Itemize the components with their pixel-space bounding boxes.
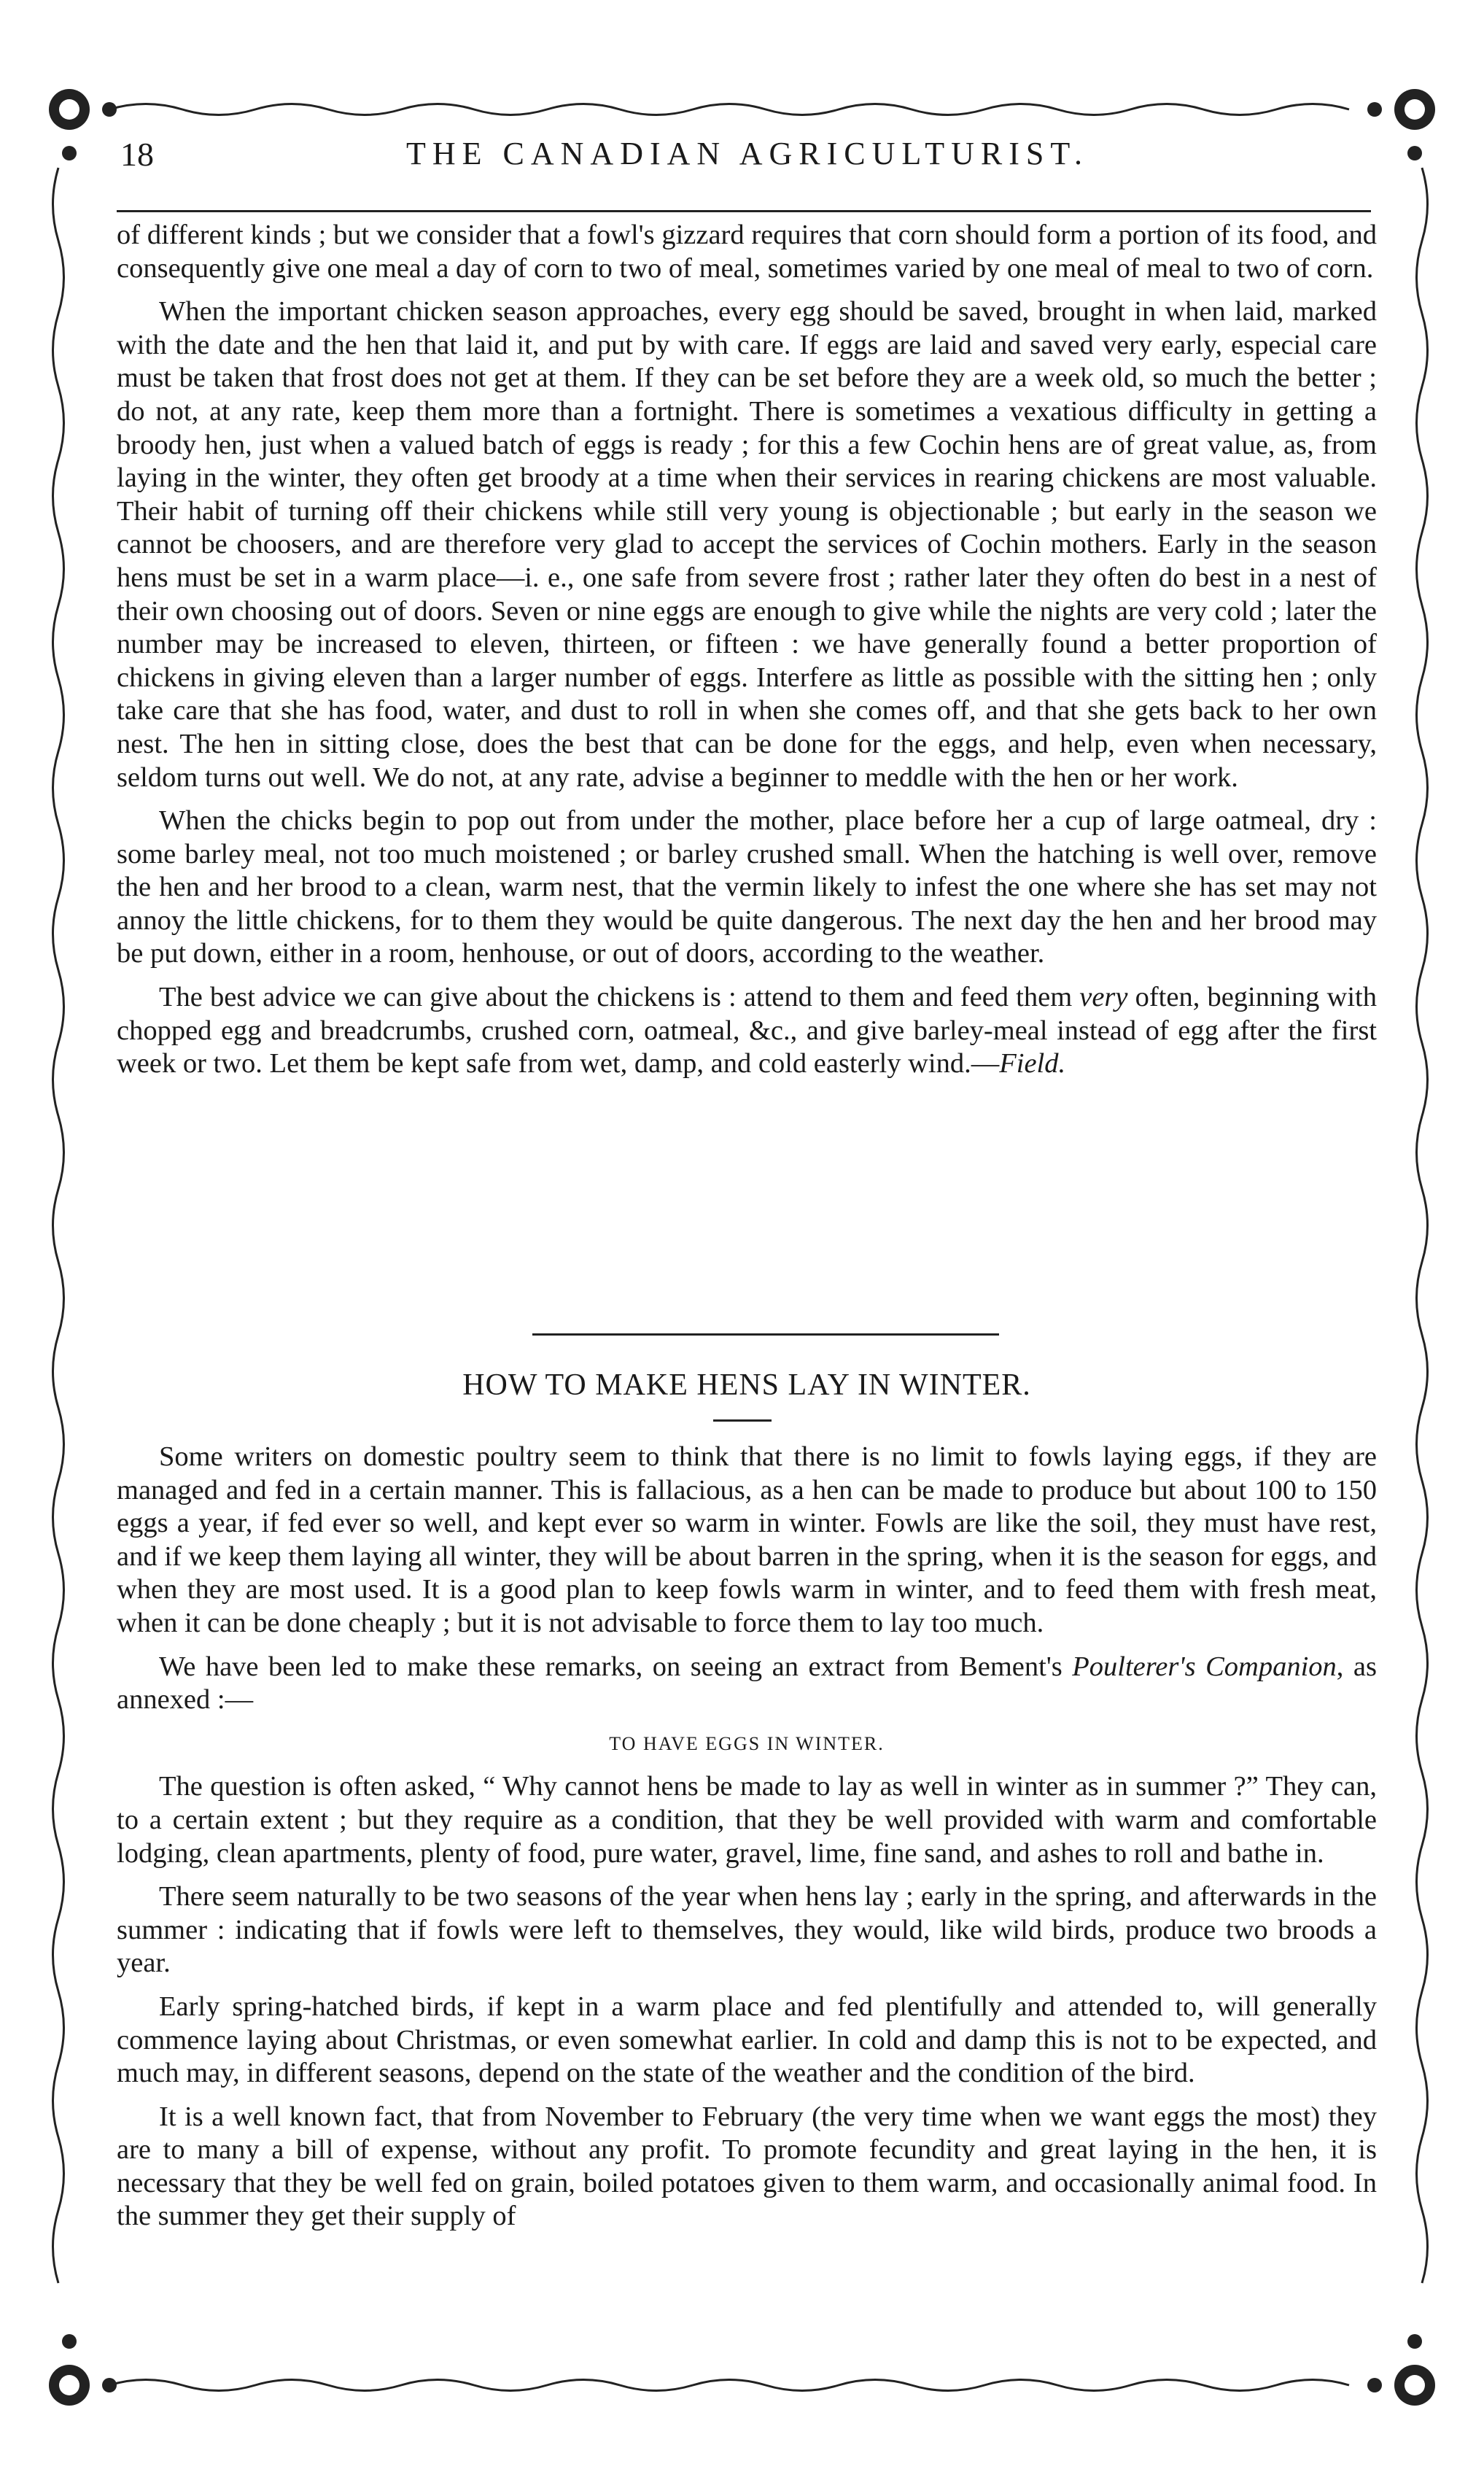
- journal-title: THE CANADIAN AGRICULTURIST.: [406, 136, 1089, 171]
- running-header: [120, 135, 1375, 186]
- title-rule: [713, 1419, 772, 1422]
- paragraph: [117, 1651, 1377, 1717]
- book-title: Poulterer's Companion: [1072, 1651, 1337, 1682]
- article-title: HOW TO MAKE HENS LAY IN WINTER.: [462, 1368, 1031, 1402]
- paragraph: Early spring-hatched birds, if kept in a warm place and fed plentifully and attended to, will generally commence laying about Christmas, or even somewhat earlier. In cold and damp this is not to be expected, and much may, in different seasons, depend on the state of the weather and the condition of the bird.: [117, 1991, 1377, 2089]
- paragraph: of different kinds ; but we consider that a fowl's gizzard requires that corn should form a portion of its food, and consequently give one meal a day of corn to two of meal, sometimes varied by one meal of meal to two of corn.: [117, 220, 1377, 284]
- paragraph: Some writers on domestic poultry seem to think that there is no limit to fowls laying eggs, if they are managed and fed in a certain manner. This is fallacious, as a hen can be made to produce but about 100 to 150 eggs a year, if fed ever so well, and kept ever so warm in winter. Fowls are like the soil, they must have rest, and if we keep them laying all winter, they will be about barren in the spring, when it is the season for eggs, and when they are most used. It is a good plan to keep fowls warm in winter, and to feed them with fresh meat, when it can be done cheaply ; but it is not advisable to force them to lay too much.: [117, 1441, 1377, 1638]
- text-span: , as annexed :—: [117, 1651, 1377, 1716]
- header-rule: [117, 210, 1371, 212]
- paragraph: [117, 981, 1377, 1081]
- paragraph: It is a well known fact, that from November to February (the very time when we want eggs the most) they are to many a bill of expense, without any profit. To promote fecundity and great laying in the hen, it is necessary that they be well fed on grain, boiled potatoes given to them warm, and occasionally animal food. In the summer they get their supply of: [117, 2101, 1377, 2232]
- article-hens-winter: [117, 1441, 1377, 2244]
- source-attribution: Field.: [999, 1048, 1066, 1080]
- paragraph: When the important chicken season approaches, every egg should be saved, brought in when laid, marked with the date and the hen that laid it, and put by with care. If eggs are laid and saved very early, especial care must be taken that frost does not get at them. If they can be set before they are a week old, so much the better ; do not, at any rate, keep them more than a fortnight. There is sometimes a vexatious difficulty in getting a broody hen, just when a valued batch of eggs is ready ; for this a few Cochin hens are of great value, as, from laying in the winter, they often get broody at a time when their services in rearing chickens are most valuable. Their habit of turning off their chickens while still very young is objectionable ; but early in the season we cannot be choosers, and are therefore very glad to accept the services of Cochin mothers. Early in the season hens must be set in a warm place—i. e., one safe from severe frost ; rather later they often do best in a nest of their own choosing out of doors. Seven or nine eggs are enough to give while the nights are very cold ; later the number may be increased to eleven, thirteen, or fifteen : we have generally found a better proportion of chickens in giving eleven than a larger number of eggs. Interfere as little as possible with the sitting hen ; only take care that she has food, water, and dust to roll in when she comes off, and that she gets back to her own nest. The hen in sitting close, does the best that can be done for the eggs, and help, even when necessary, seldom turns out well. We do not, at any rate, advise a beginner to meddle with the hen or her work.: [117, 296, 1377, 793]
- text-span: We have been led to make these remarks, on seeing an extract from Bement's: [159, 1651, 1073, 1682]
- article-continued: [117, 219, 1377, 1091]
- paragraph: The question is often asked, “ Why cannot hens be made to lay as well in winter as in summer ?” They can, to a certain extent ; but they require as a condition, that they be well provided with warm and comfortable lodging, clean apartments, plenty of food, pure water, gravel, lime, fine sand, and ashes to roll and bathe in.: [117, 1771, 1377, 1869]
- page-number: 18: [120, 136, 154, 173]
- paragraph: When the chicks begin to pop out from under the mother, place before her a cup of large oatmeal, dry : some barley meal, not too much moistened ; or barley crushed small. When the hatching is well over, remove the hen and her brood to a clean, warm nest, that the vermin likely to infest the one where she has set may not annoy the little chickens, for to them they would be quite dangerous. The next day the hen and her brood may be put down, either in a room, henhouse, or out of doors, according to the weather.: [117, 805, 1377, 969]
- paragraph: There seem naturally to be two seasons of the year when hens lay ; early in the spring, and afterwards in the summer : indicating that if fowls were left to themselves, they would, like wild birds, produce two broods a year.: [117, 1881, 1377, 1979]
- emphasis: very: [1079, 982, 1128, 1013]
- subheading: TO HAVE EGGS IN WINTER.: [609, 1732, 885, 1754]
- text-span: The best advice we can give about the chickens is : attend to them and feed them: [159, 982, 1080, 1013]
- text-span: often, beginning with chopped egg and breadcrumbs, crushed corn, oatmeal, &c., and give barley-meal instead of egg after the first week or two. Let them be kept safe from wet, damp, and cold easterly wind.—: [117, 982, 1377, 1080]
- section-divider: [532, 1333, 999, 1336]
